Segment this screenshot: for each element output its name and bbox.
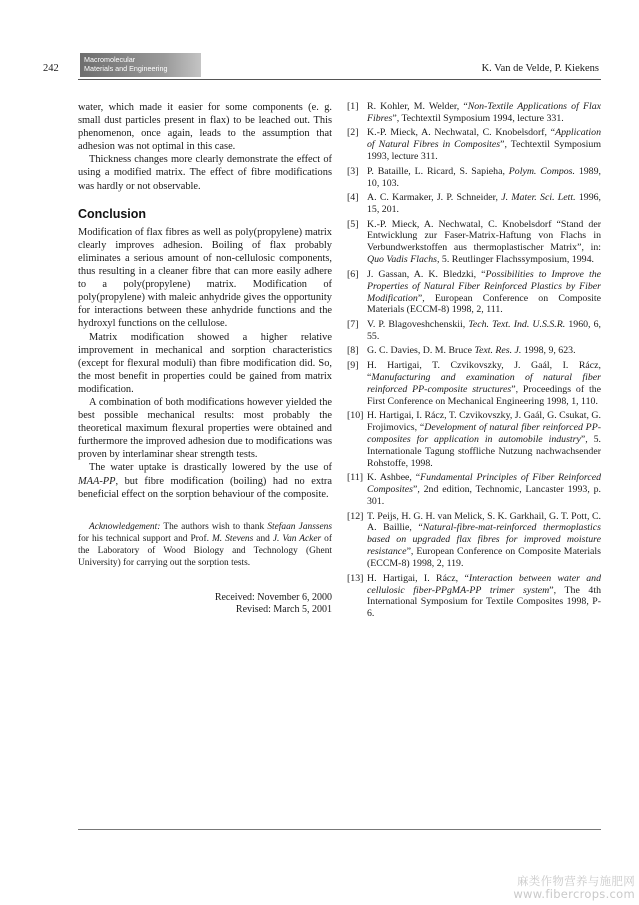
reference-text-italic: Interaction between water and cellulosic fiber-PPgMA-PP trimer system bbox=[367, 572, 602, 596]
text-run-italic: MAA-PP bbox=[78, 475, 116, 487]
header-rule bbox=[78, 79, 601, 80]
reference-text-plain: J. Gassan, A. K. Bledzki, “ bbox=[367, 268, 486, 280]
reference-text-italic: Manufacturing and examination of natural fiber reinforced PP-composite structures bbox=[367, 371, 601, 395]
reference-list bbox=[347, 101, 601, 623]
reference-number: [4] bbox=[347, 192, 359, 204]
reference-item bbox=[347, 192, 601, 216]
reference-text-plain: A. C. Karmaker, J. P. Schneider, bbox=[367, 192, 502, 204]
reference-text bbox=[367, 511, 601, 571]
reference-text-plain: H. Hartigai, I. Rácz, T. Czvikovszky, J. Gaál, G. Csukat, G. Frojimovics, “ bbox=[367, 410, 601, 433]
reference-item bbox=[347, 269, 601, 317]
reference-text-plain: ”, European Conference on Composite Materials (ECCM-8) 1998, 2, 111. bbox=[367, 292, 601, 316]
reference-text-italic: Quo Vadis Flachs, bbox=[367, 254, 440, 266]
reference-number: [8] bbox=[347, 345, 359, 357]
reference-item bbox=[347, 511, 601, 571]
reference-text-plain: ”, Techtextil Symposium 1994, lecture 331. bbox=[392, 112, 564, 124]
reference-text-plain: G. C. Davies, D. M. Bruce bbox=[367, 345, 475, 357]
reference-text bbox=[367, 166, 601, 190]
reference-text-plain: P. Bataille, L. Ricard, S. Sapieha, bbox=[367, 165, 509, 177]
reference-item bbox=[347, 127, 601, 163]
manuscript-dates bbox=[78, 592, 332, 617]
watermark bbox=[513, 875, 635, 901]
conclusion-paragraph: A combination of both modifications however yielded the best possible mechanical results: most probably the theoretical maximum flexural properties were obtained and furthermore the improved adhesion due to modifications was proven by interlaminar shear strength tests. bbox=[78, 396, 332, 461]
reference-text-italic: Text. Res. J. bbox=[474, 345, 522, 357]
body-paragraph: Thickness changes more clearly demonstrate the effect of using a modified matrix. The effect of fibre modifications was hardly or not observable. bbox=[78, 154, 332, 192]
journal-name-line1: Macromolecular bbox=[84, 55, 136, 64]
reference-text-italic: Natural-fibre-mat-reinforced thermoplastics based on upgraded flax fibres for improved moisture resistance bbox=[367, 522, 601, 558]
person-name: Stefaan Janssens bbox=[267, 521, 332, 532]
reference-number: [10] bbox=[347, 410, 364, 422]
person-name: J. Van Acker bbox=[272, 533, 322, 544]
reference-number: [6] bbox=[347, 268, 359, 280]
conclusion-paragraph: Matrix modification showed a higher relative improvement in mechanical and sorption characteristics (except for flexural moduli) than fibre modification did. So, the most benefit in properties could be gained from matrix modification. bbox=[78, 331, 332, 395]
acknowledgement-label: Acknowledgement: bbox=[89, 521, 161, 532]
reference-text bbox=[367, 319, 601, 343]
reference-text-plain: H. Hartigai, I. Rácz, “ bbox=[367, 572, 469, 584]
reference-text-plain: ”, 2nd edition, Technomic, Lancaster 1993, p. 301. bbox=[367, 484, 601, 508]
reference-number: [5] bbox=[347, 218, 359, 230]
watermark-site-name: 麻类作物营养与施肥网 bbox=[517, 874, 635, 888]
reference-text-plain: 1989, 10, 103. bbox=[367, 165, 601, 189]
reference-text bbox=[367, 345, 601, 357]
footer-rule bbox=[78, 829, 601, 830]
conclusion-paragraph: Modification of flax fibres as well as poly(propylene) matrix clearly improves adhesion. Boiling of flax probably eliminates a serious amount of non-cellulosic components, thus resulting in a cleaner fibre that can more easily adhere to a poly(propylene) matrix. Modification of poly(propylene) with maleic anhydride gives the opportunity for interactions between these anhydride functions and the hydroxyl functions on the cellulose. bbox=[78, 226, 332, 330]
received-date: Received: November 6, 2000 bbox=[214, 591, 332, 603]
reference-text-plain: ”, Techtextil Symposium 1993, lecture 311. bbox=[367, 139, 601, 163]
reference-text-italic: Tech. Text. Ind. U.S.S.R. bbox=[468, 318, 566, 330]
reference-text-plain: ”, Proceedings of the First Conference on Mechanical Engineering 1998, 1, 110. bbox=[367, 383, 601, 407]
reference-text-plain: 1960, 6, 55. bbox=[367, 318, 602, 342]
reference-text bbox=[367, 127, 601, 163]
journal-name-line2: Materials and Engineering bbox=[84, 63, 168, 73]
conclusion-paragraph bbox=[78, 461, 332, 500]
reference-text bbox=[367, 410, 601, 470]
text-run: , but fibre modification (boiling) had no extra beneficial effect on the sorption behaviour of the composite. bbox=[78, 475, 332, 500]
reference-text-plain: ”, The 4th International Symposium for Textile Composites 1998, P-6. bbox=[367, 584, 601, 620]
reference-number: [1] bbox=[347, 101, 359, 112]
reference-item bbox=[347, 101, 601, 125]
reference-text-plain: 1996, 15, 201. bbox=[367, 192, 602, 216]
reference-number: [9] bbox=[347, 359, 359, 371]
reference-text-plain: K. Ashbee, “ bbox=[367, 472, 421, 484]
text-run: The authors wish to thank bbox=[160, 521, 268, 532]
reference-text-plain: K.-P. Mieck, A. Nechwatal, C. Knobelsdorf “Stand der Entwicklung zur Faser-Matrix-Haftung von Flachs in Verbundwerkstoffen aus thermoplastischer Matrix”, in: bbox=[367, 218, 601, 254]
text-run: for his technical support and Prof. bbox=[78, 533, 212, 544]
reference-text bbox=[367, 219, 601, 267]
reference-item bbox=[347, 345, 601, 357]
reference-item bbox=[347, 319, 601, 343]
body-paragraph: water, which made it easier for some components (e. g. small dust particles present in flax) to be leached out. This phenomenon, once again, leads to the assumption that adhesion was not optimal in this case. bbox=[78, 102, 332, 153]
reference-item bbox=[347, 573, 601, 621]
reference-text-italic: Non-Textile Applications of Flax Fibres bbox=[367, 101, 601, 124]
reference-text bbox=[367, 269, 601, 317]
person-name: M. Stevens bbox=[211, 533, 254, 544]
reference-text-plain: V. P. Blagoveshchenskii, bbox=[367, 318, 469, 330]
left-column bbox=[78, 101, 332, 616]
text-run: The water uptake is drastically lowered by the use of bbox=[89, 462, 332, 474]
reference-text-plain: H. Hartigai, T. Czvikovszky, J. Gaál, I. Rácz, “ bbox=[367, 359, 601, 383]
reference-number: [2] bbox=[347, 127, 359, 139]
reference-text-italic: Development of natural fiber reinforced PP-composites for application in automobile industry bbox=[367, 422, 601, 445]
reference-number: [7] bbox=[347, 318, 359, 330]
reference-text-plain: 1998, 9, 623. bbox=[521, 345, 576, 357]
reference-text bbox=[367, 472, 601, 508]
text-run: and bbox=[253, 533, 273, 544]
reference-number: [12] bbox=[347, 510, 364, 522]
reference-item bbox=[347, 472, 601, 508]
journal-logo bbox=[80, 53, 201, 77]
reference-text-plain: ”, 5. Internationale Tagung stoffliche Nutzung nachwachsender Rohstoffe, 1998. bbox=[367, 433, 601, 469]
reference-number: [13] bbox=[347, 572, 364, 584]
reference-text-plain: K.-P. Mieck, A. Nechwatal, C. Knobelsdorf, “ bbox=[367, 127, 556, 139]
reference-text-italic: Possibilities to Improve the Properties of Natural Fiber Reinforced Plastics by Fiber Modification bbox=[367, 268, 601, 304]
reference-text bbox=[367, 101, 601, 125]
section-heading-conclusion: Conclusion bbox=[78, 206, 147, 221]
reference-item bbox=[347, 360, 601, 408]
reference-text-italic: Application of Natural Fibres in Composites bbox=[367, 127, 601, 151]
reference-item bbox=[347, 410, 601, 470]
reference-text-plain: ”, European Conference on Composite Materials (ECCM-8) 1998, 2, 119. bbox=[367, 546, 601, 570]
reference-text-italic: J. Mater. Sci. Lett. bbox=[501, 192, 576, 204]
running-header-authors: K. Van de Velde, P. Kiekens bbox=[481, 63, 599, 74]
reference-text-italic: Fundamental Principles of Fiber Reinforced Composites bbox=[367, 472, 601, 496]
reference-item bbox=[347, 166, 601, 190]
reference-number: [3] bbox=[347, 165, 359, 177]
reference-text bbox=[367, 573, 601, 621]
text-run: of the Laboratory of Wood Biology and Technology (Ghent University) for carrying out the sorption tests. bbox=[78, 533, 332, 569]
reference-text-plain: 5. Reutlinger Flachssymposium, 1994. bbox=[439, 254, 594, 266]
reference-text bbox=[367, 192, 601, 216]
revised-date: Revised: March 5, 2001 bbox=[235, 603, 332, 615]
page-number: 242 bbox=[43, 63, 59, 74]
reference-text-italic: Polym. Compos. bbox=[508, 165, 575, 177]
reference-item bbox=[347, 219, 601, 267]
reference-text bbox=[367, 360, 601, 408]
reference-number: [11] bbox=[347, 472, 364, 484]
acknowledgement bbox=[78, 521, 332, 570]
watermark-url: www.fibercrops.com bbox=[513, 887, 635, 901]
reference-text-plain: R. Kohler, M. Welder, “ bbox=[367, 101, 468, 112]
reference-text-plain: T. Peijs, H. G. H. van Melick, S. K. Garkhail, G. T. Pott, C. A. Baillie, “ bbox=[367, 510, 601, 534]
